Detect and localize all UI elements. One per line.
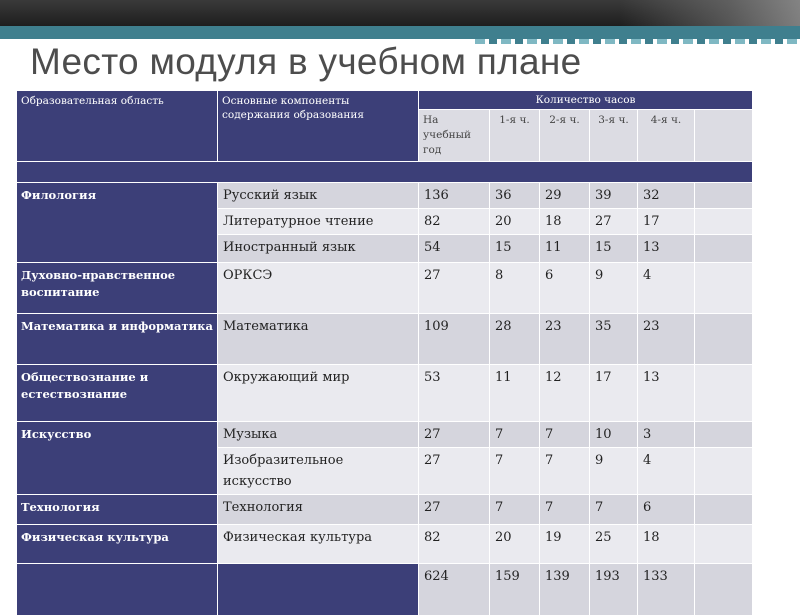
value-cell: 36 [490, 183, 540, 209]
value-cell: 27 [590, 209, 638, 235]
value-cell: 6 [540, 263, 590, 314]
total-component-cell [218, 564, 419, 616]
component-cell: Литературное чтение [218, 209, 419, 235]
value-cell: 27 [419, 448, 490, 495]
value-cell [695, 209, 753, 235]
total-area-cell [17, 564, 218, 616]
slide-title: Место модуля в учебном плане [30, 41, 582, 82]
value-cell: 7 [540, 495, 590, 525]
value-cell: 27 [419, 263, 490, 314]
value-cell: 28 [490, 314, 540, 365]
header-quarter-4: 4-я ч. [638, 110, 695, 162]
total-value-cell: 193 [590, 564, 638, 616]
value-cell: 109 [419, 314, 490, 365]
value-cell: 29 [540, 183, 590, 209]
value-cell: 19 [540, 525, 590, 564]
value-cell: 53 [419, 365, 490, 422]
header-hours: Количество часов [419, 91, 753, 110]
total-value-cell: 624 [419, 564, 490, 616]
component-cell: Математика [218, 314, 419, 365]
value-cell: 9 [590, 263, 638, 314]
value-cell: 11 [490, 365, 540, 422]
component-cell: Физическая культура [218, 525, 419, 564]
value-cell: 54 [419, 235, 490, 263]
value-cell: 13 [638, 235, 695, 263]
value-cell: 8 [490, 263, 540, 314]
component-cell: ОРКСЭ [218, 263, 419, 314]
value-cell: 27 [419, 422, 490, 448]
total-value-cell [695, 564, 753, 616]
value-cell: 23 [540, 314, 590, 365]
header-quarter-2: 2-я ч. [540, 110, 590, 162]
component-cell: Музыка [218, 422, 419, 448]
value-cell: 10 [590, 422, 638, 448]
header-components: Основные компоненты содержания образования [218, 91, 419, 162]
value-cell [695, 235, 753, 263]
value-cell: 82 [419, 209, 490, 235]
value-cell: 17 [590, 365, 638, 422]
value-cell: 20 [490, 209, 540, 235]
component-cell: Иностранный язык [218, 235, 419, 263]
area-science: Обществознание и естествознание [17, 365, 218, 422]
value-cell: 15 [590, 235, 638, 263]
header-area: Образовательная область [17, 91, 218, 162]
total-value-cell: 133 [638, 564, 695, 616]
value-cell: 7 [540, 422, 590, 448]
component-cell: Технология [218, 495, 419, 525]
value-cell: 7 [590, 495, 638, 525]
value-cell: 7 [490, 495, 540, 525]
value-cell: 32 [638, 183, 695, 209]
component-cell: Окружающий мир [218, 365, 419, 422]
value-cell: 136 [419, 183, 490, 209]
value-cell: 82 [419, 525, 490, 564]
value-cell: 11 [540, 235, 590, 263]
area-spiritual: Духовно-нравственное воспитание [17, 263, 218, 314]
area-physical-education: Физическая культура [17, 525, 218, 564]
header-extra [695, 110, 753, 162]
value-cell: 18 [638, 525, 695, 564]
area-philology: Филология [17, 183, 218, 263]
value-cell: 13 [638, 365, 695, 422]
header-year: На учебный год [419, 110, 490, 162]
value-cell [695, 183, 753, 209]
header-quarter-1: 1-я ч. [490, 110, 540, 162]
value-cell: 17 [638, 209, 695, 235]
value-cell: 6 [638, 495, 695, 525]
value-cell: 12 [540, 365, 590, 422]
value-cell [695, 525, 753, 564]
value-cell: 7 [540, 448, 590, 495]
value-cell: 4 [638, 448, 695, 495]
value-cell [695, 448, 753, 495]
value-cell [695, 422, 753, 448]
total-value-cell: 159 [490, 564, 540, 616]
value-cell: 25 [590, 525, 638, 564]
value-cell: 35 [590, 314, 638, 365]
curriculum-table [16, 90, 753, 616]
component-cell: Русский язык [218, 183, 419, 209]
total-value-cell: 139 [540, 564, 590, 616]
value-cell: 9 [590, 448, 638, 495]
value-cell: 3 [638, 422, 695, 448]
value-cell [695, 365, 753, 422]
value-cell: 39 [590, 183, 638, 209]
value-cell: 18 [540, 209, 590, 235]
area-technology: Технология [17, 495, 218, 525]
area-math: Математика и информатика [17, 314, 218, 365]
value-cell: 7 [490, 448, 540, 495]
value-cell: 7 [490, 422, 540, 448]
top-bar-highlight [620, 0, 800, 26]
value-cell: 20 [490, 525, 540, 564]
header-band [17, 162, 753, 183]
value-cell [695, 314, 753, 365]
value-cell: 27 [419, 495, 490, 525]
value-cell: 4 [638, 263, 695, 314]
value-cell [695, 263, 753, 314]
value-cell [695, 495, 753, 525]
top-decor-bar [0, 0, 800, 26]
value-cell: 23 [638, 314, 695, 365]
accent-bar [0, 26, 800, 39]
value-cell: 15 [490, 235, 540, 263]
header-quarter-3: 3-я ч. [590, 110, 638, 162]
area-art: Искусство [17, 422, 218, 495]
component-cell: Изобразительное искусство [218, 448, 419, 495]
